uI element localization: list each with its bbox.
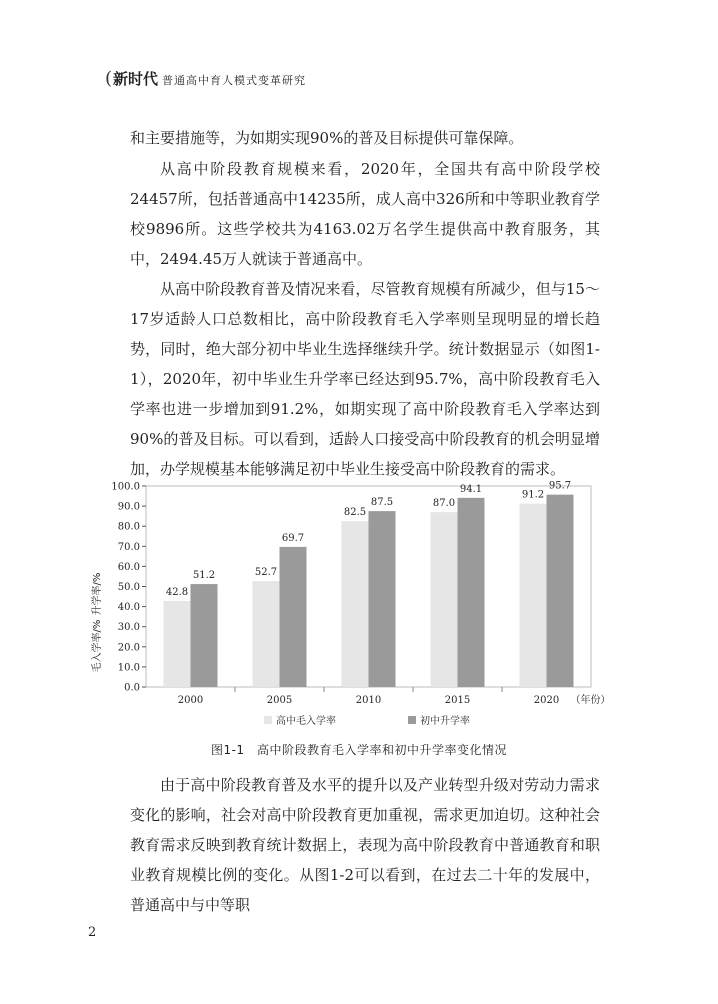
bar-promotion-rate	[191, 584, 218, 687]
bar-chart	[80, 474, 640, 746]
y-tick-label: 80.0	[117, 521, 140, 533]
header-brand: 新时代	[113, 70, 159, 88]
legend-swatch-promotion-rate	[408, 716, 416, 724]
figure-1-1	[80, 474, 640, 746]
paragraph-2: 从高中阶段教育规模来看，2020年，全国共有高中阶段学校24457所，包括普通高中14235所，成人高中326所和中等职业教育学校9896所。这些学校共为4163.02万名学生提供高中教育服务，其中，2494.45万人就读于普通高中。	[130, 160, 600, 268]
x-tick-label: 2015	[444, 695, 471, 706]
bar-value-label: 52.7	[254, 567, 278, 579]
bar-value-label: 42.8	[165, 586, 189, 598]
y-tick-label: 50.0	[117, 582, 140, 593]
y-tick-label: 100.0	[111, 481, 140, 493]
y-tick-label: 30.0	[117, 622, 140, 634]
header-parenthesis: (	[105, 68, 113, 89]
bar-promotion-rate	[280, 547, 307, 687]
y-tick-label: 70.0	[117, 541, 140, 553]
y-tick-label: 0.0	[124, 682, 140, 694]
bar-value-label: 94.1	[459, 483, 483, 495]
bar-gross-enrollment	[164, 601, 191, 687]
x-tick-label: 2000	[177, 695, 204, 706]
bar-gross-enrollment	[431, 512, 458, 687]
bar-promotion-rate	[458, 498, 485, 687]
y-axis-label-top: 升学率/%	[92, 572, 103, 616]
header-series-title: 普通高中育人模式变革研究	[162, 74, 307, 87]
bar-value-label: 87.0	[432, 498, 456, 510]
bar-promotion-rate	[547, 495, 574, 687]
x-tick-label: 2005	[266, 695, 293, 706]
y-axis-label-bottom: 毛入学率/%	[92, 619, 103, 673]
y-tick-label: 40.0	[117, 602, 140, 614]
paragraph-4: 由于高中阶段教育普及水平的提升以及产业转型升级对劳动力需求变化的影响，社会对高中阶段教育更加重视，需求更加迫切。这种社会教育需求反映到教育统计数据上，表现为高中阶段教育中普通教育和职业教育规模比例的变化。从图1-2可以看到，在过去二十年的发展中，普通高中与中等职	[130, 776, 600, 914]
running-header	[105, 68, 625, 92]
legend-swatch-gross-enrollment	[264, 716, 272, 724]
x-axis-unit: （年份）	[570, 695, 611, 706]
bar-value-label: 87.5	[370, 497, 394, 509]
bar-value-label: 69.7	[281, 532, 305, 544]
bar-value-label: 51.2	[192, 570, 216, 582]
paragraph-1: 和主要措施等，为如期实现90%的普及目标提供可靠保障。	[130, 129, 524, 147]
y-tick-label: 90.0	[117, 501, 140, 513]
bar-gross-enrollment	[520, 504, 547, 687]
x-tick-label: 2020	[533, 695, 560, 706]
y-tick-label: 10.0	[117, 662, 140, 674]
bar-gross-enrollment	[342, 521, 369, 687]
y-tick-label: 20.0	[117, 642, 140, 654]
x-tick-label: 2010	[355, 695, 382, 706]
bar-promotion-rate	[369, 511, 396, 687]
paragraph-3: 从高中阶段教育普及情况来看，尽管教育规模有所减少，但与15～17岁适龄人口总数相比，高中阶段教育毛入学率则呈现明显的增长趋势，同时，绝大部分初中毕业生选择继续升学。统计数据显示（如图1-1），2020年，初中毕业生升学率已经达到95.7%，高中阶段教育毛入学率也进一步增加到91.2%，如期实现了高中阶段教育毛入学率达到90%的普及目标。可以看到，适龄人口接受高中阶段教育的机会明显增加，办学规模基本能够满足初中毕业生接受高中阶段教育的需求。	[130, 280, 600, 478]
bar-value-label: 95.7	[548, 480, 572, 492]
legend-label-gross-enrollment: 高中毛入学率	[276, 716, 336, 727]
bar-value-label: 91.2	[521, 489, 545, 501]
bar-gross-enrollment	[253, 581, 280, 687]
page-number: 2	[88, 925, 97, 940]
y-tick-label: 60.0	[117, 561, 140, 573]
bar-value-label: 82.5	[343, 507, 367, 519]
legend-label-promotion-rate: 初中升学率	[420, 716, 470, 727]
figure-caption: 图1-1 高中阶段教育毛入学率和初中升学率变化情况	[210, 743, 508, 757]
